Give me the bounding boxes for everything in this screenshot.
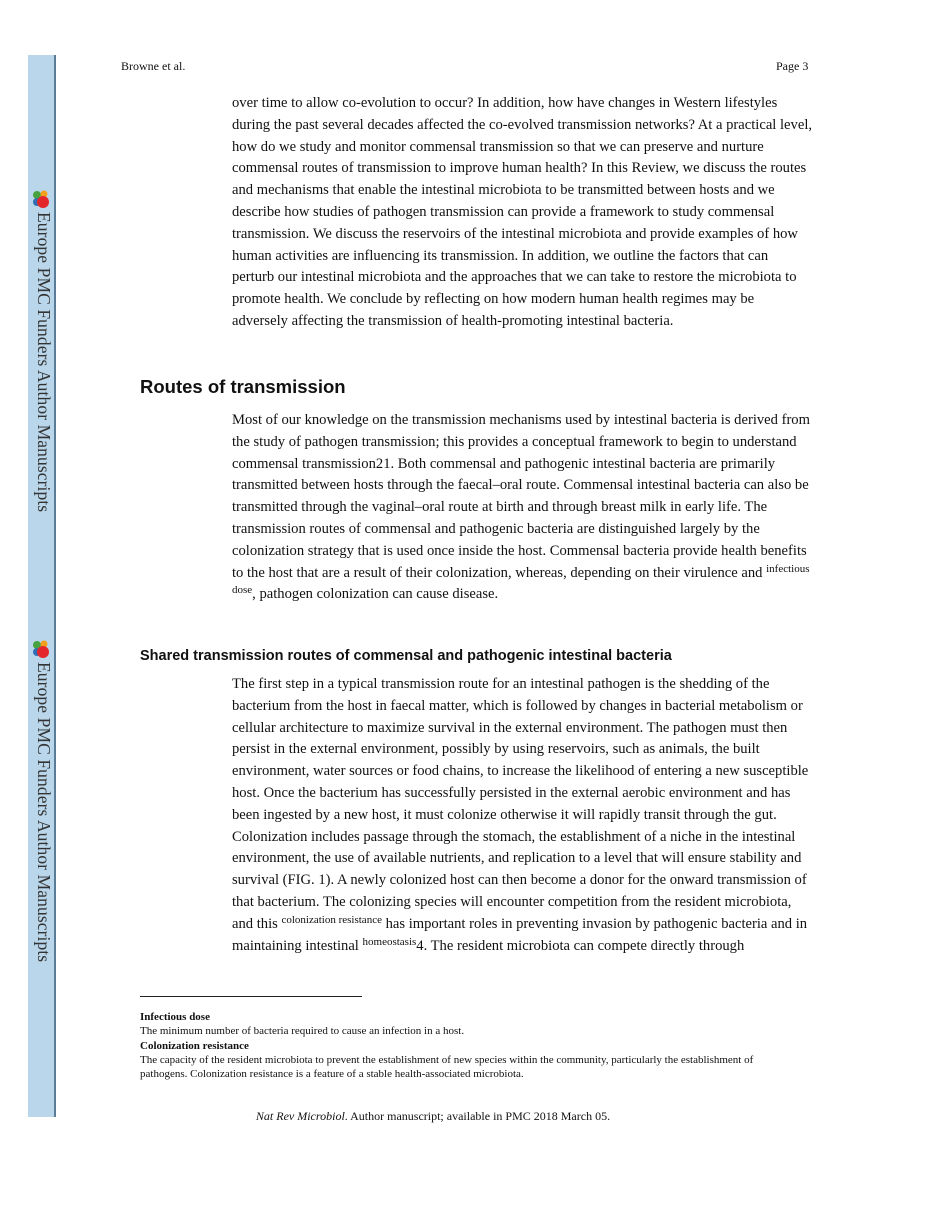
running-header-authors: Browne et al. [121,59,186,73]
paragraph-text: , pathogen colonization can cause disease. [252,586,499,603]
paragraph-text: Most of our knowledge on the transmission mechanisms used by intestinal bacteria is derived from the study of pathogen transmission; this provides a conceptual framework to begin to understand commensal transmission21. Both commensal and pathogenic intestinal bacteria are primarily transmitted between hosts through the faecal–oral route. Commensal intestinal bacteria can also be transmitted through the vaginal–oral route at birth and through breast milk in early life. The transmission routes of commensal and pathogenic bacteria are distinguished largely by the colonization strategy that is used once inside the host. Commensal bacteria provide health benefits to the host that are a result of their colonization, whereas, depending on their virulence and [232,412,810,581]
side-label-top [28,190,54,570]
paragraph-text: 4. The resident microbiota can compete directly through [416,937,745,954]
page-footer [0,1109,866,1124]
europe-pmc-logo-icon [32,640,50,660]
footnote-divider [140,996,362,997]
glossary-term-colonization-resistance[interactable]: colonization resistance [281,913,382,926]
page-number: Page 3 [776,59,809,73]
side-label-text: Europe PMC Funders Author Manuscripts [34,212,54,513]
journal-name: Nat Rev Microbiol [255,1109,345,1123]
paragraph-text: has important roles in preventing invasion by pathogenic bacteria and in maintaining intestinal [232,915,808,954]
glossary-term-homeostasis[interactable]: homeostasis [362,935,417,948]
glossary-term-infectious-dose[interactable]: infectious dose [232,562,810,597]
footer-text: . Author manuscript; available in PMC 2018 March 05. [344,1109,611,1123]
footnotes [140,1010,780,1081]
footnote-term: Colonization resistance [140,1039,249,1052]
intro-paragraph: over time to allow co-evolution to occur? In addition, how have changes in Western lifestyles during the past several decades affected the co-evolved transmission networks? At a practical level, how do we study and monitor commensal transmission so that we can preserve and nurture commensal routes of transmission to improve human health? In this Review, we discuss the routes and mechanisms that enable the intestinal microbiota to be transmitted between hosts and we describe how studies of pathogen transmission can provide a framework to study commensal transmission. We discuss the reservoirs of the intestinal microbiota and provide examples of how human activities are influencing its transmission. In addition, we outline the factors that can perturb our intestinal microbiota and the approaches that we can take to restore the microbiota to promote health. We conclude by reflecting on how modern human health regimes may be adversely affecting the transmission of health-promoting intestinal bacteria. [232,95,813,329]
europe-pmc-logo-icon [32,190,50,210]
paragraph-text: The first step in a typical transmission route for an intestinal pathogen is the shedding of the bacterium from the host in faecal matter, which is followed by changes in bacterial metabolism or cellular architecture to maximize survival in the external environment. The pathogen must then persist in the external environment, possibly by using reservoirs, such as animals, the built environment, water sources or food chains, to increase the likelihood of entering a new susceptible host. Once the bacterium has successfully persisted in the external aerobic environment and has been ingested by a new host, it must colonize otherwise it will rapidly transit through the gut. Colonization includes passage through the stomach, the establishment of a niche in the intestinal environment, the use of available nutrients, and replication to a level that will ensure stability and survival (FIG. 1). A newly colonized host can then become a donor for the onward transmission of that bacterium. The colonizing species will encounter competition from the resident microbiota, and this [232,676,809,932]
side-label-text: Europe PMC Funders Author Manuscripts [34,662,54,963]
section-paragraph [232,410,812,606]
section-heading: Routes of transmission [140,376,346,397]
subsection-paragraph [232,674,812,957]
footnote-definition: The minimum number of bacteria required to cause an infection in a host. [140,1025,465,1038]
subsection-heading: Shared transmission routes of commensal and pathogenic intestinal bacteria [140,648,672,664]
footnote-definition: The capacity of the resident microbiota to prevent the establishment of new species within the community, particularly the establishment of pathogens. Colonization resistance is a feature of a stable health-associated microbiota. [140,1053,754,1081]
footnote-term: Infectious dose [140,1011,210,1023]
side-label-bottom [28,640,54,1020]
